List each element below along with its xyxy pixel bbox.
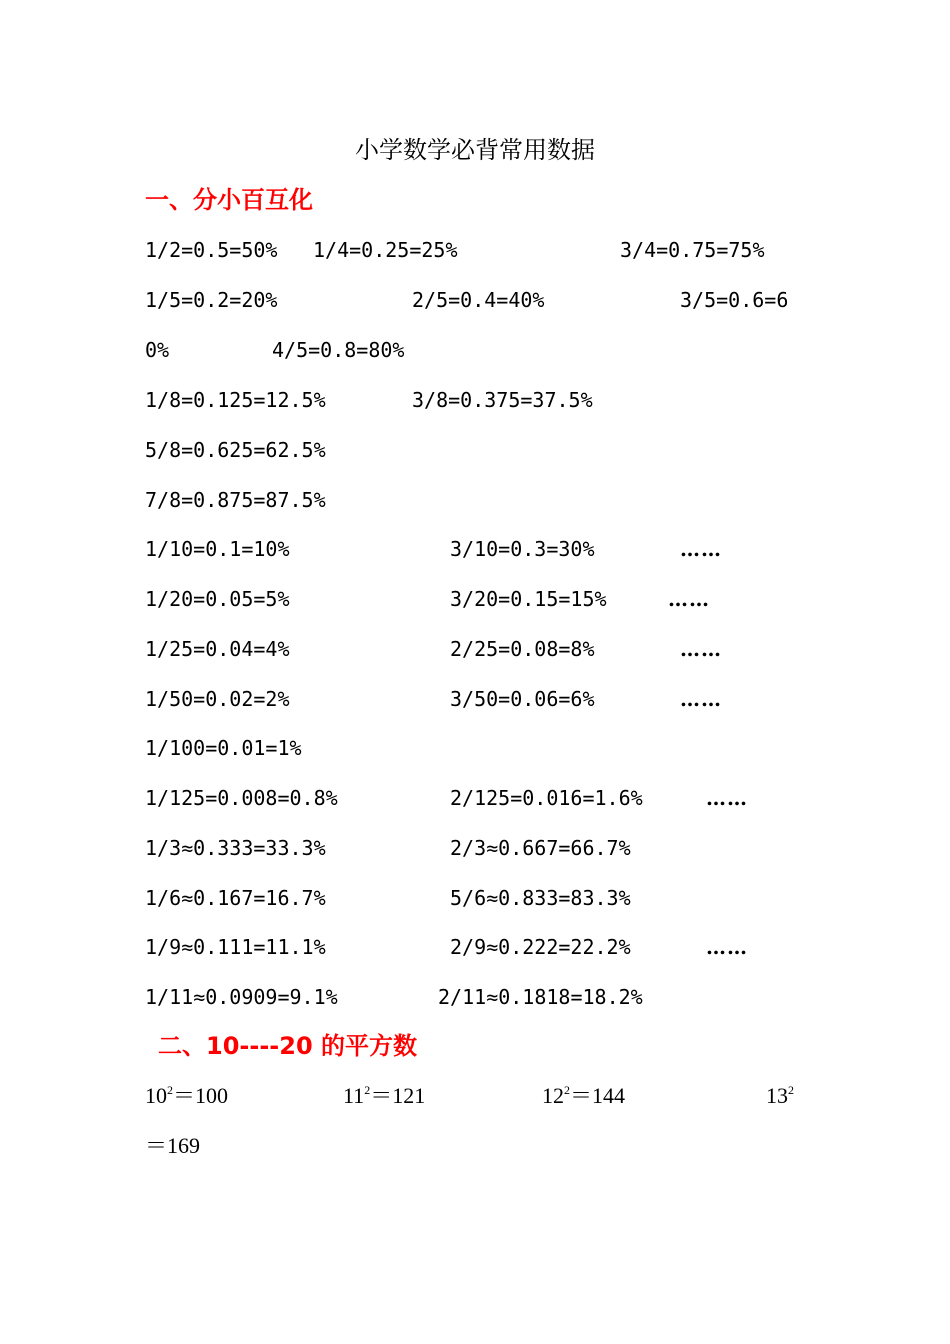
conversion-item: 2/11≈0.1818=18.2% [438,985,643,1009]
continuation-dots: …… [680,637,722,661]
conversion-item: 1/5=0.2=20% [145,288,278,312]
conversion-item: 1/9≈0.111=11.1% [145,935,326,959]
square-base: 10 [145,1083,167,1108]
conversion-item: 2/3≈0.667=66.7% [450,836,631,860]
square-result: ＝100 [173,1083,229,1108]
conversion-item: 3/8=0.375=37.5% [412,388,593,412]
square-item [145,1078,228,1114]
conversion-item: 3/5=0.6=6 [680,288,789,312]
conversion-item: 1/25=0.04=4% [145,637,290,661]
square-result: ＝144 [570,1083,626,1108]
square-result-wrapped: ＝169 [145,1133,201,1158]
continuation-dots: …… [680,537,722,561]
conversion-item: 1/3≈0.333=33.3% [145,836,326,860]
conversion-item: 3/4=0.75=75% [620,238,765,262]
conversion-item: 3/20=0.15=15% [450,587,607,611]
continuation-dots: …… [668,587,710,611]
section-heading-fraction-conversion: 一、分小百互化 [145,186,313,214]
conversion-item: 2/5=0.4=40% [412,288,545,312]
document-title: 小学数学必背常用数据 [355,136,595,164]
conversion-item: 1/11≈0.0909=9.1% [145,985,338,1009]
conversion-item: 1/6≈0.167=16.7% [145,886,326,910]
square-item [343,1078,425,1114]
square-base: 13 [766,1083,788,1108]
square-base: 12 [542,1083,564,1108]
conversion-item: 0% [145,338,170,362]
conversion-item: 3/10=0.3=30% [450,537,595,561]
square-item [766,1078,794,1114]
conversion-item: 2/9≈0.222=22.2% [450,935,631,959]
square-base: 11 [343,1083,365,1108]
conversion-item: 1/8=0.125=12.5% [145,388,326,412]
conversion-item: 5/8=0.625=62.5% [145,438,326,462]
continuation-dots: …… [706,786,748,810]
square-exponent: 2 [167,1083,173,1097]
conversion-item: 1/50=0.02=2% [145,687,290,711]
conversion-item: 2/125=0.016=1.6% [450,786,643,810]
conversion-item: 7/8=0.875=87.5% [145,488,326,512]
square-exponent: 2 [564,1083,570,1097]
section-heading-squares: 二、10----20 的平方数 [158,1032,417,1060]
conversion-item: 2/25=0.08=8% [450,637,595,661]
conversion-item: 1/4=0.25=25% [313,238,458,262]
continuation-dots: …… [680,687,722,711]
conversion-item: 1/20=0.05=5% [145,587,290,611]
square-item [542,1078,625,1114]
conversion-item: 1/10=0.1=10% [145,537,290,561]
conversion-item: 3/50=0.06=6% [450,687,595,711]
square-exponent: 2 [364,1083,371,1097]
conversion-item: 4/5=0.8=80% [272,338,405,362]
conversion-item: 1/125=0.008=0.8% [145,786,338,810]
square-result: ＝121 [370,1083,426,1108]
conversion-item: 1/100=0.01=1% [145,736,302,760]
continuation-dots: …… [706,935,748,959]
conversion-item: 1/2=0.5=50% [145,238,278,262]
conversion-item: 5/6≈0.833=83.3% [450,886,631,910]
square-exponent: 2 [788,1083,794,1097]
